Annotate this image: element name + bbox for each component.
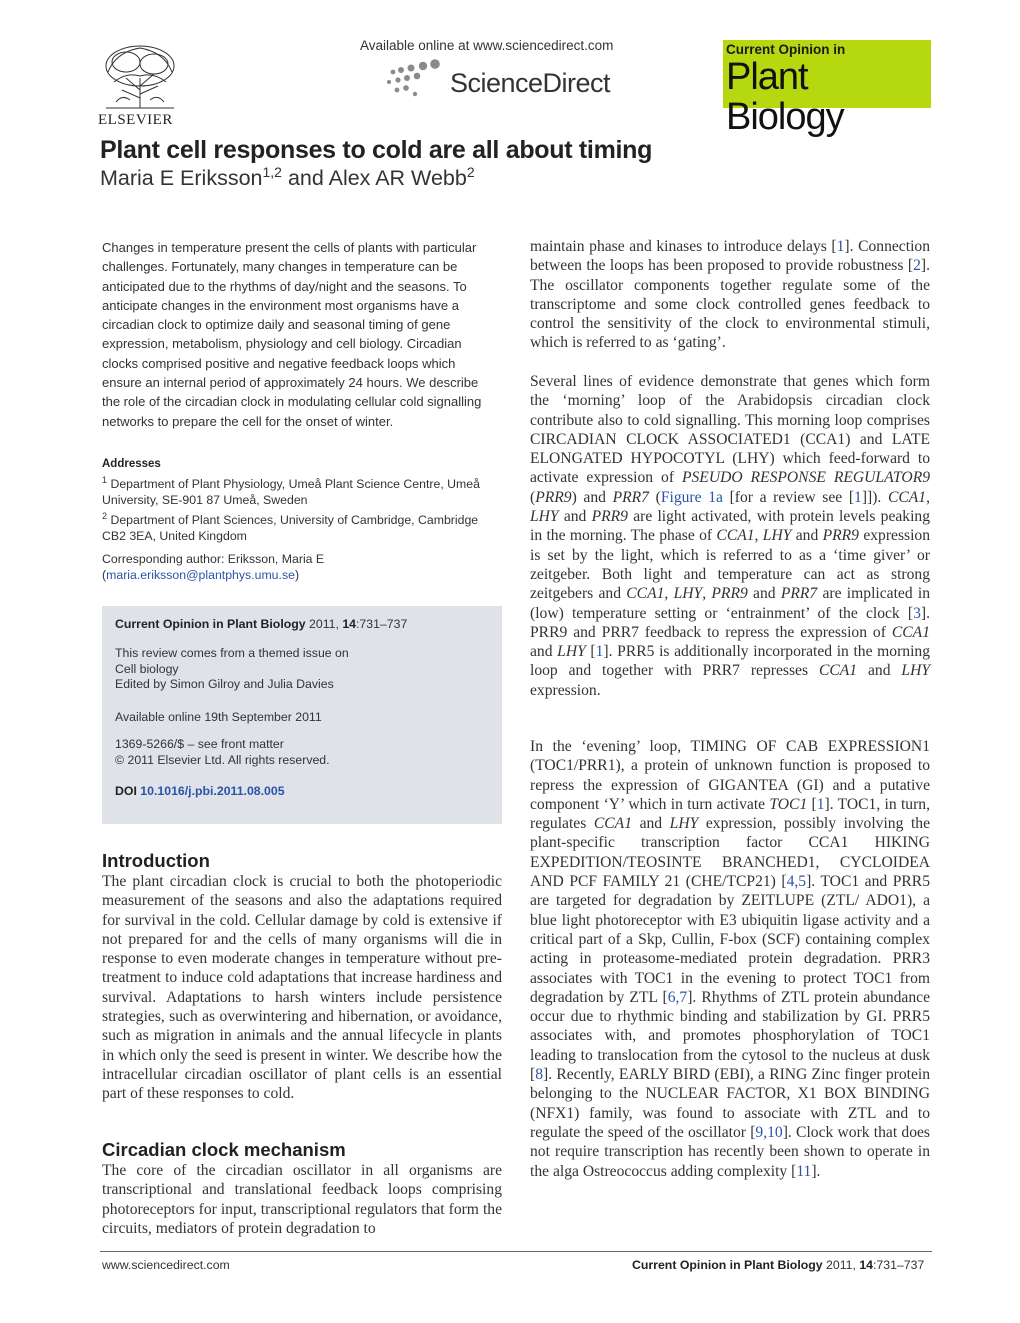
ref-link[interactable]: 3 [913,604,921,622]
footer-divider [100,1251,932,1252]
addresses [102,473,494,544]
available-online-text: Available online at www.sciencedirect.com [360,38,614,53]
author-2: Alex AR Webb [328,166,467,191]
figure-link[interactable]: Figure 1 [660,488,716,506]
address-1: Department of Plant Physiology, Umeå Plant Science Centre, Umeå University, SE-901 87 Umeå, Sweden [102,477,480,507]
journal-logo-small: Current Opinion in [726,42,846,57]
infobox-pages: :731–737 [356,617,408,631]
infobox-theme: Cell biology [115,661,179,676]
author-line [100,164,475,191]
article-title: Plant cell responses to cold are all about timing [100,136,653,164]
author-1-affil: 1,2 [262,164,282,180]
figure-panel-link[interactable]: a [716,488,723,506]
ref-link[interactable]: 1 [854,488,862,506]
infobox-journal: Current Opinion in Plant Biology [115,617,306,631]
infobox-editors: Edited by Simon Gilroy and Julia Davies [115,677,334,692]
publisher-name: ELSEVIER [98,112,173,128]
journal-logo-big: Plant Biology [726,56,844,138]
address-2-number: 2 [102,510,108,521]
footer-journal: Current Opinion in Plant Biology [632,1258,823,1272]
infobox-online-date: Available online 19th September 2011 [115,710,322,724]
footer-volume: 14 [859,1258,873,1272]
author-1: Maria E Eriksson [100,166,263,191]
ref-link[interactable]: 9,10 [755,1123,783,1141]
infobox-year: 2011, [305,617,343,631]
introduction-text: The plant circadian clock is crucial to both the photoperiodic measurement of the seasons and also the adaptations required for survival in the cold. Cellular damage by cold is extensive if not prepared for and the cells of many organisms will die in response to even moderate changes in temperature without pre-treatment to induce cold adaptations that increase hardiness and survival. Adaptations to harsh winters include persistence strategies, such as overwintering and hibernation, or avoidance, such as migration in animals and the annual lifecycle in plants in which only the seed is present in winter. We describe how the intracellular circadian oscillator of plant cells is an essential part of these responses to cold. [102,873,502,1103]
author-2-affil: 2 [466,164,475,180]
footer-citation [632,1258,924,1272]
paragraph-morning-loop: Several lines of evidence demonstrate that genes which form the ‘morning’ loop of the Arabidopsis circadian clock contribute also to cold signalling. This morning loop comprises CIRCADIAN CLOCK ASSOCIATED1 (CCA1) and LATE ELONGATED HYPOCOTYL (LHY) which feed-forward to activate expression of PSEUDO RESPONSE REGULATOR9 (PRR9) and PRR7 (Figure 1a [for a review see [1]]). CCA1, LHY and PRR9 are light activated, with protein levels peaking in the morning. The phase of CCA1, LHY and PRR9 expression is set by the light, which is referred to as a ‘time giver’ or zeitgeber. Both light and temperature can act as strong zeitgebers and CCA1, LHY, PRR9 and PRR7 are implicated in (low) temperature setting or ‘entrainment’ of the clock [3]. PRR9 and PRR7 feedback to repress the expression of CCA1 and LHY [1]. PRR5 is additionally incorporated in the morning loop and together with PRR7 represses CCA1 and LHY expression. [530,373,931,699]
clock-mechanism-heading: Circadian clock mechanism [102,1139,346,1160]
corresponding-author-label: Corresponding author: Eriksson, Maria E [102,552,325,566]
sciencedirect-dots-icon [385,58,445,98]
ref-link[interactable]: 1 [595,643,604,661]
ref-link[interactable]: 1 [816,795,825,813]
ref-link[interactable]: 6,7 [667,988,688,1006]
address-2: Department of Plant Sciences, University of Cambridge, Cambridge CB2 3EA, United Kingdom [102,512,479,543]
addresses-heading: Addresses [102,458,161,470]
infobox-copyright: © 2011 Elsevier Ltd. All rights reserved. [115,752,330,767]
clock-mechanism-text: The core of the circadian oscillator in all organisms are transcriptional and translational feedback loops comprising photoreceptors for input, transcriptional regulators that form the circuits, mediators of protein degradation to [102,1162,502,1237]
ref-link[interactable]: 11 [796,1162,812,1180]
address-1-number: 1 [102,475,108,485]
abstract: Changes in temperature present the cells of plants with particular challenges. Fortunately, many changes in temperature can be anticipated due to the rhythms of day/night and the seasons. To anticipate changes in the environment most organisms have a circadian clock to optimize daily and seasonal timing of gene expression, metabolism, physiology and cell biology. Circadian clocks comprised positive and negative feedback loops which ensure an internal period of approximately 24 hours. We describe the role of the circadian clock in modulating cellular cold signalling networks to prepare the cell for the onset of winter. [102,240,482,429]
doi-link[interactable]: 10.1016/j.pbi.2011.08.005 [140,784,285,798]
infobox-doi-label: DOI [115,784,137,798]
infobox-volume: 14 [342,617,356,631]
footer-pages: :731–737 [873,1258,925,1272]
footer-site-link[interactable]: www.sciencedirect.com [102,1258,230,1272]
footer-year: 2011, [822,1258,860,1272]
author-conjunction: and [281,166,329,191]
infobox-issn: 1369-5266/$ – see front matter [115,737,284,751]
sciencedirect-logo-text: ScienceDirect [450,68,611,98]
paragraph-evening-loop: In the ‘evening’ loop, TIMING OF CAB EXPRESSION1 (TOC1/PRR1), a protein of unknown function is proposed to repress the expression of GIGANTEA (GI) and a putative component ‘Y’ which in turn activate TOC1 [1]. TOC1, in turn, regulates CCA1 and LHY expression, possibly involving the plant-specific transcription factor CCA1 HIKING EXPEDITION/TEOSINTE BRANCHED1, CYCLOIDEA AND PCF FAMILY 21 (CHE/TCP21) [4,5]. TOC1 and PRR5 are targeted for degradation by ZEITLUPE (ZTL/ ADO1), a blue light photoreceptor with E3 ubiquitin ligase activity and a critical part of a Skp, Cullin, F-box (SCF) containing complex acting in proteasome-mediated protein degradation. PRR3 associates with TOC1 in the evening to protect TOC1 from degradation by ZTL [6,7]. Rhythms of ZTL protein abundance occur due to rhythmic binding and stabilization by GI. PRR5 associates with, and promotes phosphorylation of TOC1 leading to translocation from the cytosol to the nucleus at dusk [8]. Recently, EARLY BIRD (EBI), a RING Zinc finger protein belonging to the NUCLEAR FACTOR, X1 BOX BINDING (NFX1) family, was found to associate with ZTL and to regulate the speed of the oscillator [9,10]. Clock work that does not require transcription has recently been shown to operate in the alga Ostreococcus adding complexity [11]. [530,738,931,1180]
infobox-theme-intro: This review comes from a themed issue on [115,646,349,660]
article-info-box [102,606,502,824]
ref-link[interactable]: 2 [913,257,921,275]
corresponding-author: Corresponding author: Eriksson, Maria E (maria.eriksson@plantphys.umu.se) [102,552,494,584]
ref-link[interactable]: 8 [535,1066,543,1084]
ref-link[interactable]: 1 [836,238,845,255]
paragraph-continuation: maintain phase and kinases to introduce delays [1]. Connection between the loops has been proposed to provide robustness [2]. The oscillator components together regulate some of the transcriptome and some clock controlled genes feedback to control the sensitivity of the clock to environmental stimuli, which is referred to as ‘gating’. [530,238,930,352]
corresponding-email-link[interactable]: maria.eriksson@plantphys.umu.se [106,567,295,582]
introduction-heading: Introduction [102,850,210,871]
journal-logo [723,40,931,138]
ref-link[interactable]: 4,5 [786,873,807,891]
